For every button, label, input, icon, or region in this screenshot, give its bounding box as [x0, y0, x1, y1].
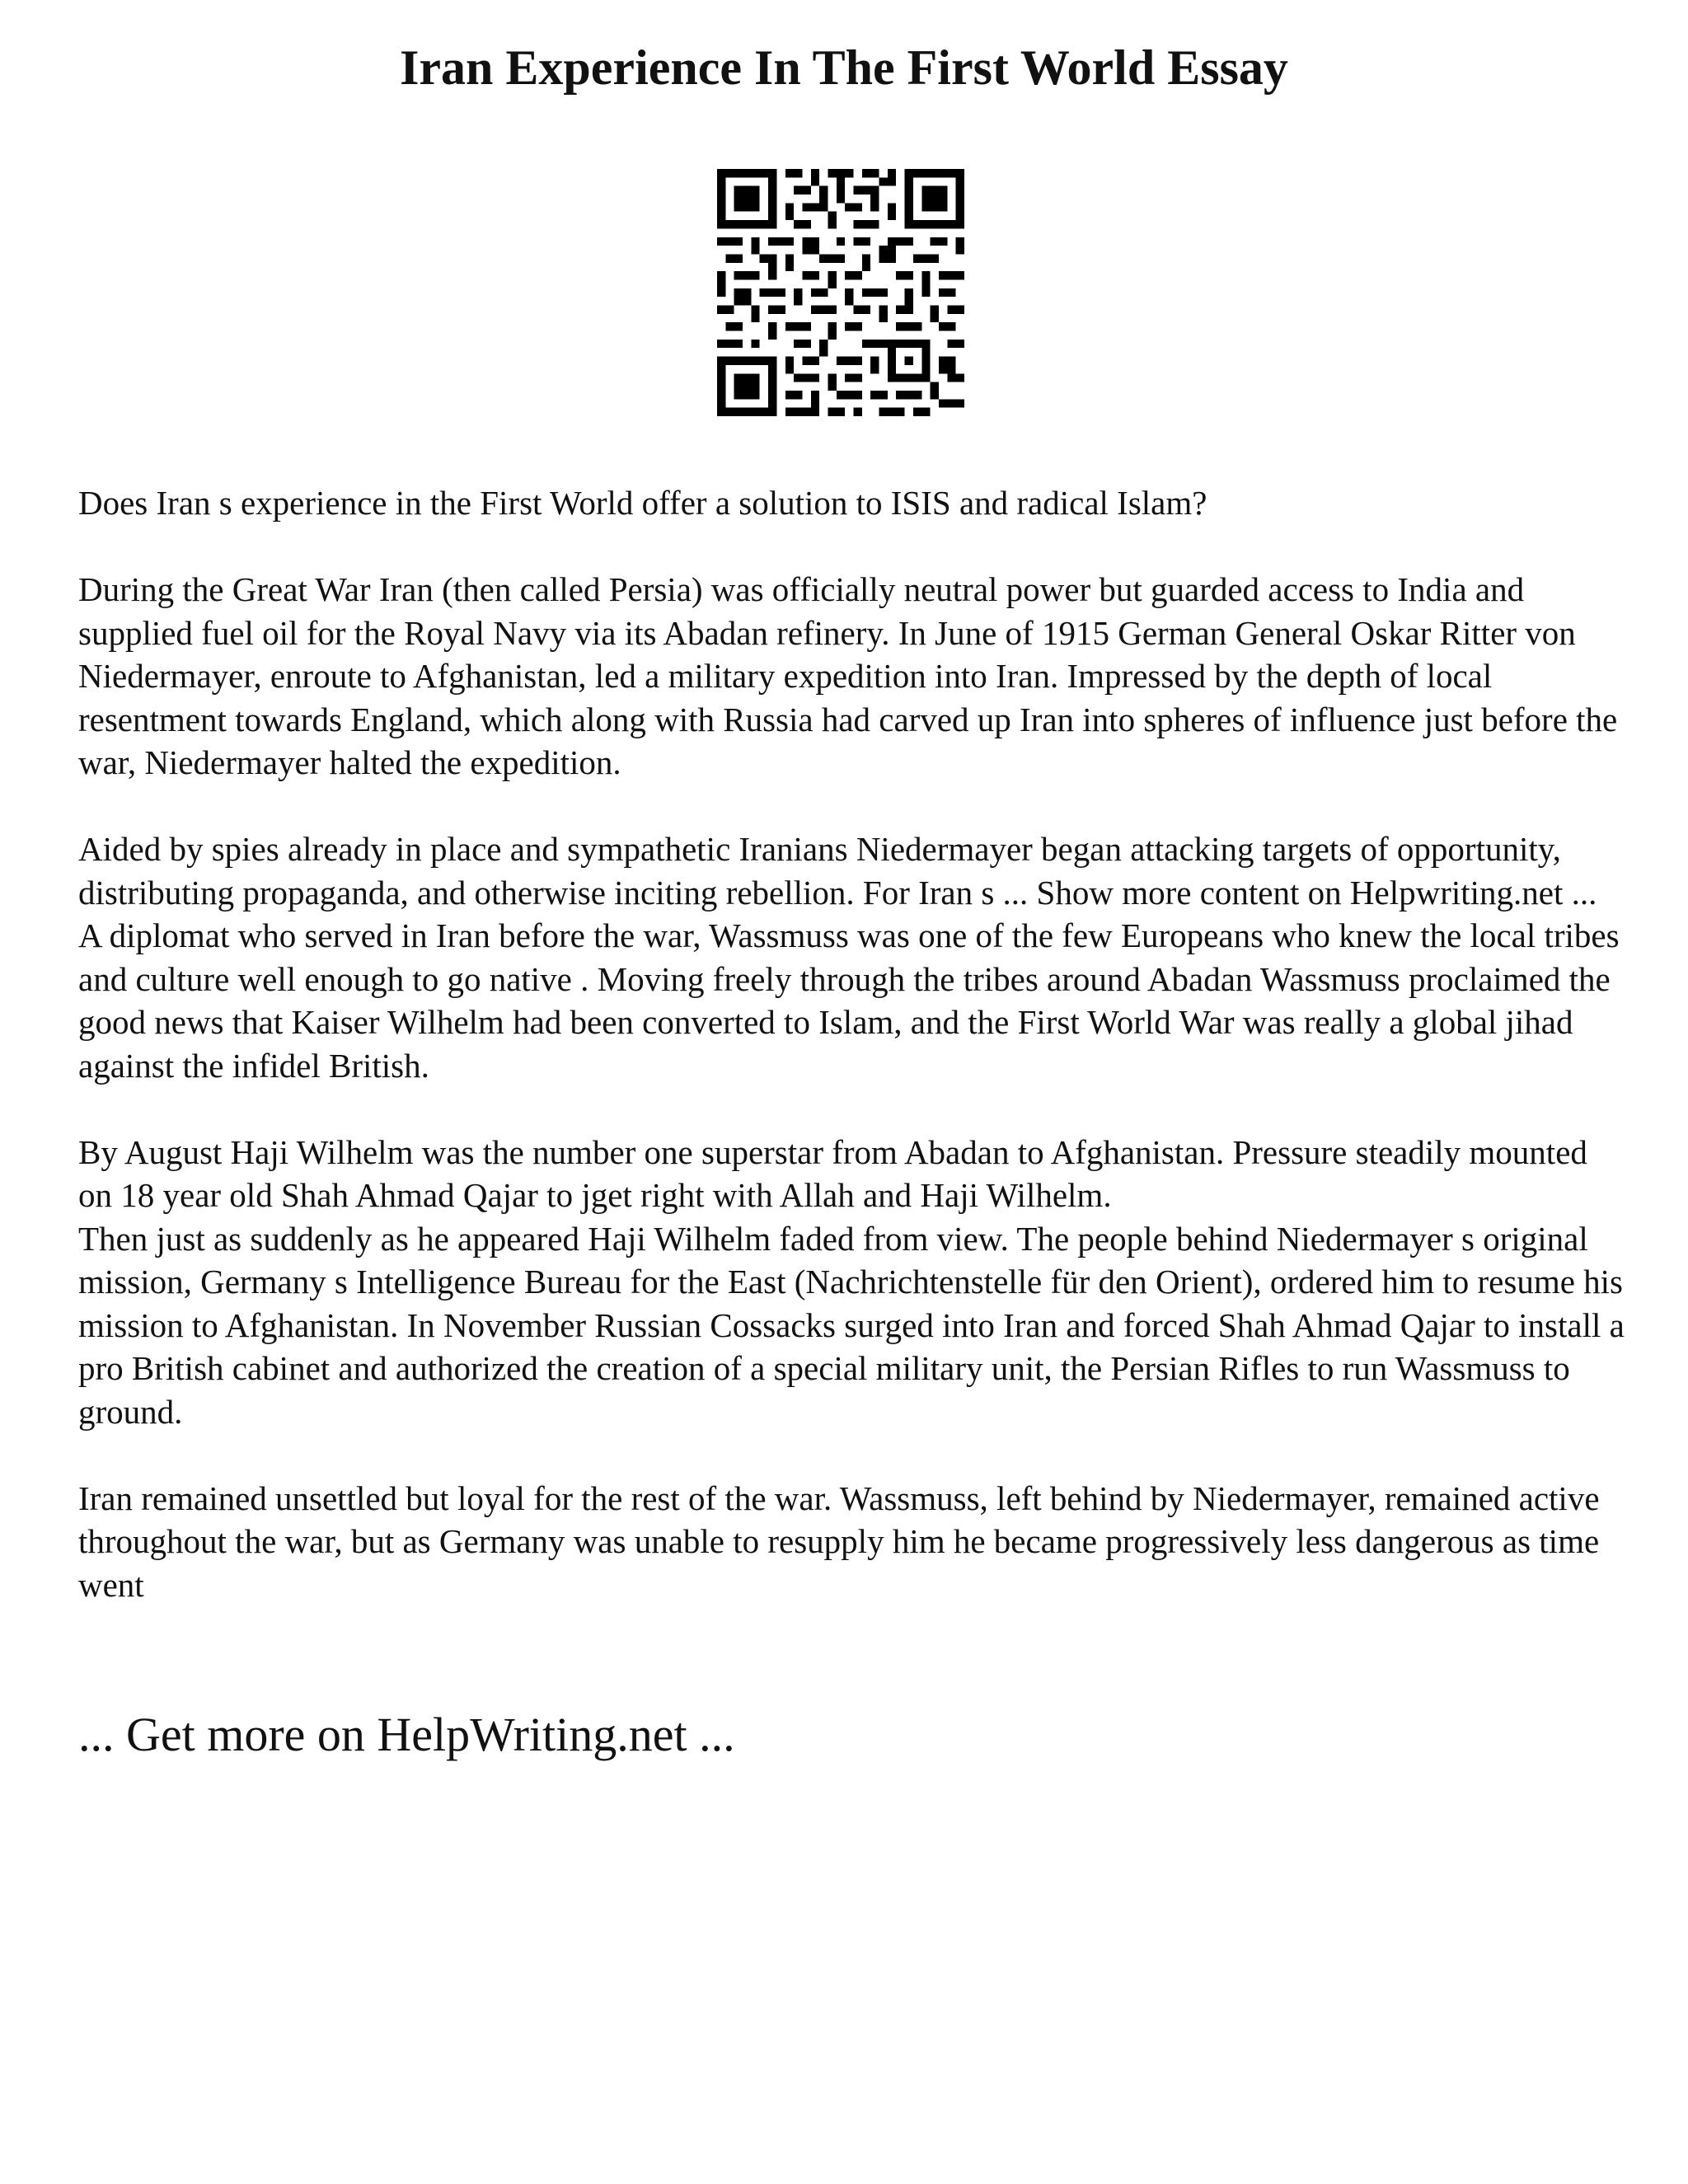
qr-code-icon	[717, 169, 964, 416]
paragraph-haji-wilhelm: By August Haji Wilhelm was the number one superstar from Abadan to Afghanistan. Pressure steadily mounted on 18 year old Shah Ahmad Qajar to jget right with Allah and Haji Wilhelm.	[78, 1132, 1587, 1214]
paragraph-faded-from-view: Then just as suddenly as he appeared Haji Wilhelm faded from view. The people behind Niedermayer s original mission, Germany s Intelligence Bureau for the East (Nachrichtenstelle für den Orient), ordered him to resume his mission to Afghanistan. In November Russian Cossacks surged into Iran and forced Shah Ahmad Qajar to install a pro British cabinet and authorized the creation of a special military unit, the Persian Rifles to run Wassmuss to ground.	[78, 1219, 1625, 1431]
paragraph-great-war: During the Great War Iran (then called Persia) was officially neutral power but guarded access to India and supplied fuel oil for the Royal Navy via its Abadan refinery. In June of 1915 German General Oskar Ritter von Niedermayer, enroute to Afghanistan, led a military expedition into Iran. Impressed by the depth of local resentment towards England, which along with Russia had carved up Iran into spheres of influence just before the war, Niedermayer halted the expedition.	[78, 570, 1618, 781]
paragraph-intro-question: Does Iran s experience in the First World offer a solution to ISIS and radical Islam?	[78, 484, 1207, 522]
paragraph-aided-by-spies: Aided by spies already in place and sympathetic Iranians Niedermayer began attacking targets of opportunity, distributing propaganda, and otherwise inciting rebellion. For Iran s ... Show more content on Helpwriting.net ...	[78, 830, 1597, 912]
get-more-link[interactable]: ... Get more on HelpWriting.net ...	[78, 1708, 735, 1761]
paragraph-diplomat-wassmuss: A diplomat who served in Iran before the war, Wassmuss was one of the few Europeans who knew the local tribes and culture well enough to go native . Moving freely through the tribes around Abadan Wassmuss proclaimed the good news that Kaiser Wilhelm had been converted to Islam, and the First World War was really a global jihad against the infidel British.	[78, 916, 1620, 1085]
paragraph-iran-remained: Iran remained unsettled but loyal for the rest of the war. Wassmuss, left behind by Niedermayer, remained active throughout the war, but as Germany was unable to resupply him he became progressively less dangerous as time went	[78, 1479, 1600, 1604]
document-title: Iran Experience In The First World Essay	[400, 40, 1288, 95]
essay-body	[78, 481, 1628, 1606]
